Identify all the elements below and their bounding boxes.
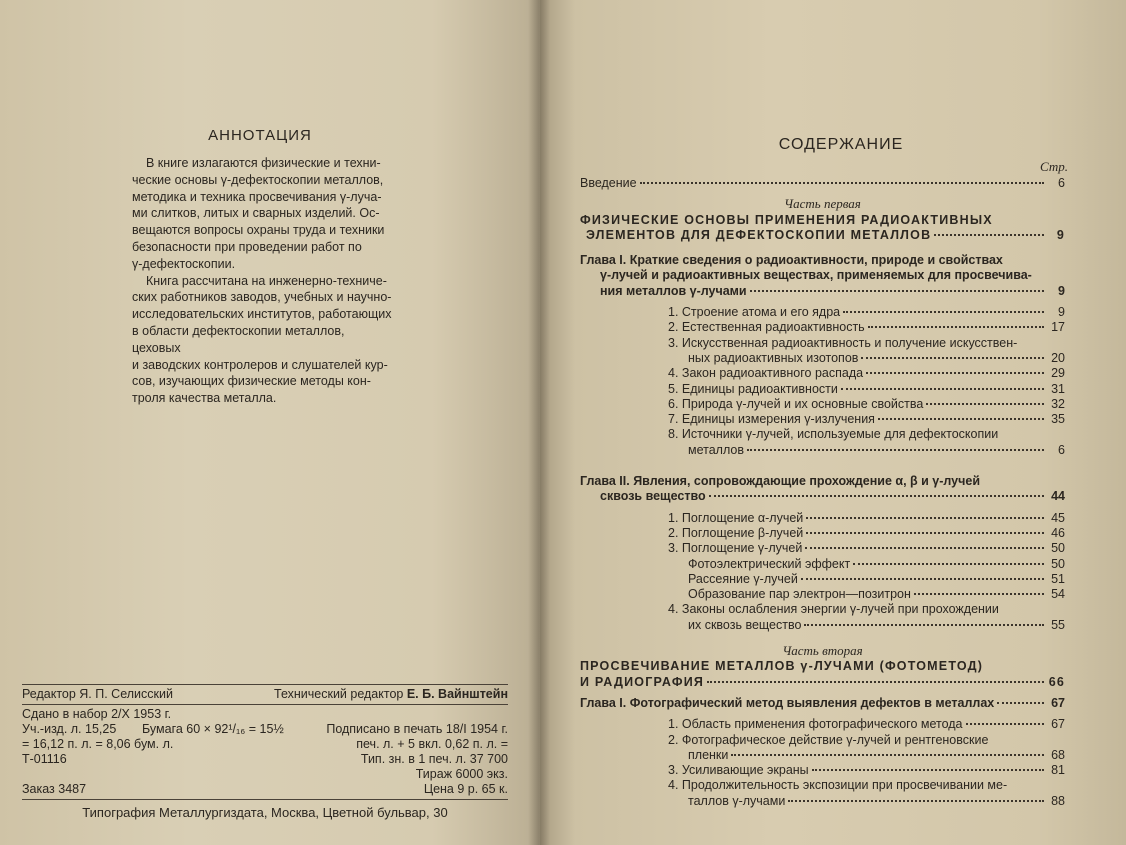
toc-subsection[interactable]: Образование пар электрон—позитрон 54 — [688, 587, 1065, 602]
toc-section[interactable]: 3. Усиливающие экраны 81 — [668, 763, 1065, 778]
order-number: Заказ 3487 — [22, 782, 87, 796]
annotation-line: методика и техника просвечивания γ-луча- — [132, 189, 382, 204]
annotation-line: исследовательских институтов, работающих — [132, 307, 392, 322]
toc-section[interactable]: 1. Поглощение α-лучей 45 — [668, 510, 1065, 525]
editor: Редактор Я. П. Селисский — [22, 687, 173, 701]
toc-section-cont[interactable]: таллов γ-лучами 88 — [688, 793, 1065, 808]
annotation-line: Книга рассчитана на инженерно-техниче- — [146, 273, 387, 288]
toc-section[interactable]: 1. Строение атома и его ядра 9 — [668, 305, 1065, 320]
toc-section[interactable]: 7. Единицы измерения γ-излучения 35 — [668, 412, 1065, 427]
part-one-label: Часть первая — [784, 196, 861, 212]
toc-section[interactable]: 4. Законы ослабления энергии γ-лучей при прохождении — [668, 602, 999, 617]
toc-title: СОДЕРЖАНИЕ — [778, 136, 904, 153]
imprint-rule — [22, 704, 508, 705]
paper-format: Бумага 60 × 92¹/₁₆ = 15½ — [142, 722, 284, 736]
annotation-title: АННОТАЦИЯ — [208, 127, 312, 144]
print-sheets: = 16,12 п. л. = 8,06 бум. л. — [22, 737, 174, 751]
toc-subsection[interactable]: Рассеяние γ-лучей 51 — [688, 571, 1065, 586]
imprint-rule — [22, 684, 508, 685]
annotation-line: ми слитков, литых и сварных изделий. Ос- — [132, 206, 380, 221]
imprint-block — [22, 682, 508, 821]
chapter-2[interactable]: Глава II. Явления, сопровождающие прохождение α, β и γ-лучей сквозь вещество 44 — [580, 474, 1065, 504]
annotation-line: ческие основы γ-дефектоскопии металлов, — [132, 172, 384, 187]
toc-section[interactable]: 8. Источники γ-лучей, используемые для дефектоскопии — [668, 427, 999, 442]
toc-section[interactable]: 3. Искусственная радиоактивность и получение искусствен- — [668, 335, 1018, 350]
toc-section-cont[interactable]: ных радиоактивных изотопов 20 — [688, 350, 1065, 365]
toc-section-cont[interactable]: их сквозь вещество 55 — [688, 617, 1065, 632]
annotation-line: безопасности при проведении работ по — [132, 239, 362, 254]
annotation-line: В книге излагаются физические и техни- — [146, 156, 381, 170]
toc-section-cont[interactable]: пленки 68 — [688, 747, 1065, 762]
annotation-line: сов, изучающих физические методы кон- — [132, 374, 371, 389]
toc-section[interactable]: 4. Продолжительность экспозиции при просвечивании ме- — [668, 778, 1008, 793]
tech-editor: Технический редактор Е. Б. Вайнштейн — [274, 687, 508, 701]
toc-subsection[interactable]: Фотоэлектрический эффект 50 — [688, 556, 1065, 571]
book-gutter — [528, 0, 550, 845]
toc-section[interactable]: 3. Поглощение γ-лучей 50 — [668, 541, 1065, 556]
page-column-label: Стр. — [1040, 159, 1068, 174]
imprint-rule — [22, 799, 508, 800]
part-two-chapter-1[interactable]: Глава I. Фотографический метод выявления дефектов в металлах 67 — [580, 695, 1065, 710]
part-two-title[interactable]: ПРОСВЕЧИВАНИЕ МЕТАЛЛОВ γ-ЛУЧАМИ (ФОТОМЕТОД) И РАДИОГРАФИЯ 66 — [580, 659, 1065, 689]
annotation-line: вещаются вопросы охраны труда и техники — [132, 223, 385, 238]
annotation-text — [132, 155, 394, 407]
toc-section[interactable]: 1. Область применения фотографического метода 67 — [668, 717, 1065, 732]
annotation-line: γ-дефектоскопии. — [132, 256, 236, 271]
part-one-title[interactable]: ФИЗИЧЕСКИЕ ОСНОВЫ ПРИМЕНЕНИЯ РАДИОАКТИВНЫХ ЭЛЕМЕНТОВ ДЛЯ ДЕФЕКТОСКОПИИ МЕТАЛЛОВ 9 — [580, 212, 1065, 242]
table-of-contents — [580, 176, 1065, 809]
annotation-line: троля качества металла. — [132, 391, 277, 406]
toc-section[interactable]: 2. Фотографическое действие γ-лучей и рентгеновские — [668, 732, 989, 747]
toc-section[interactable]: 6. Природа γ-лучей и их основные свойства 32 — [668, 396, 1065, 411]
uch-izd: Уч.-изд. л. 15,25 — [22, 722, 117, 736]
order-code: Т-01116 — [22, 752, 67, 766]
annotation-line: ских работников заводов, учебных и научно- — [132, 290, 392, 305]
toc-section[interactable]: 2. Естественная радиоактивность 17 — [668, 320, 1065, 335]
signed-date: Подписано в печать 18/I 1954 г. — [326, 722, 508, 736]
price: Цена 9 р. 65 к. — [423, 782, 508, 796]
toc-entry-intro[interactable]: Введение 6 — [580, 176, 1065, 190]
part-two-label: Часть вторая — [782, 643, 863, 659]
printer-address: Типография Металлургиздата, Москва, Цветной бульвар, 30 — [82, 805, 448, 820]
sent-date: Сдано в набор 2/X 1953 г. — [22, 707, 172, 721]
toc-section[interactable]: 2. Поглощение β-лучей 46 — [668, 525, 1065, 540]
toc-section-cont[interactable]: металлов 6 — [688, 442, 1065, 457]
print-volume: печ. л. + 5 вкл. 0,62 п. л. = — [356, 737, 508, 751]
chapter-1[interactable]: Глава I. Краткие сведения о радиоактивности, природе и свойствах γ-лучей и радиоактивных веществах, применяемых для просвечива- ния металлов γ-лучами 9 — [580, 253, 1065, 298]
annotation-line: и заводских контролеров и слушателей кур- — [132, 357, 388, 372]
print-run: Тираж 6000 экз. — [415, 767, 508, 781]
toc-section[interactable]: 5. Единицы радиоактивности 31 — [668, 381, 1065, 396]
annotation-line: в области дефектоскопии металлов, цеховых — [132, 323, 345, 355]
toc-section[interactable]: 4. Закон радиоактивного распада 29 — [668, 366, 1065, 381]
type-signs: Тип. зн. в 1 печ. л. 37 700 — [360, 752, 508, 766]
